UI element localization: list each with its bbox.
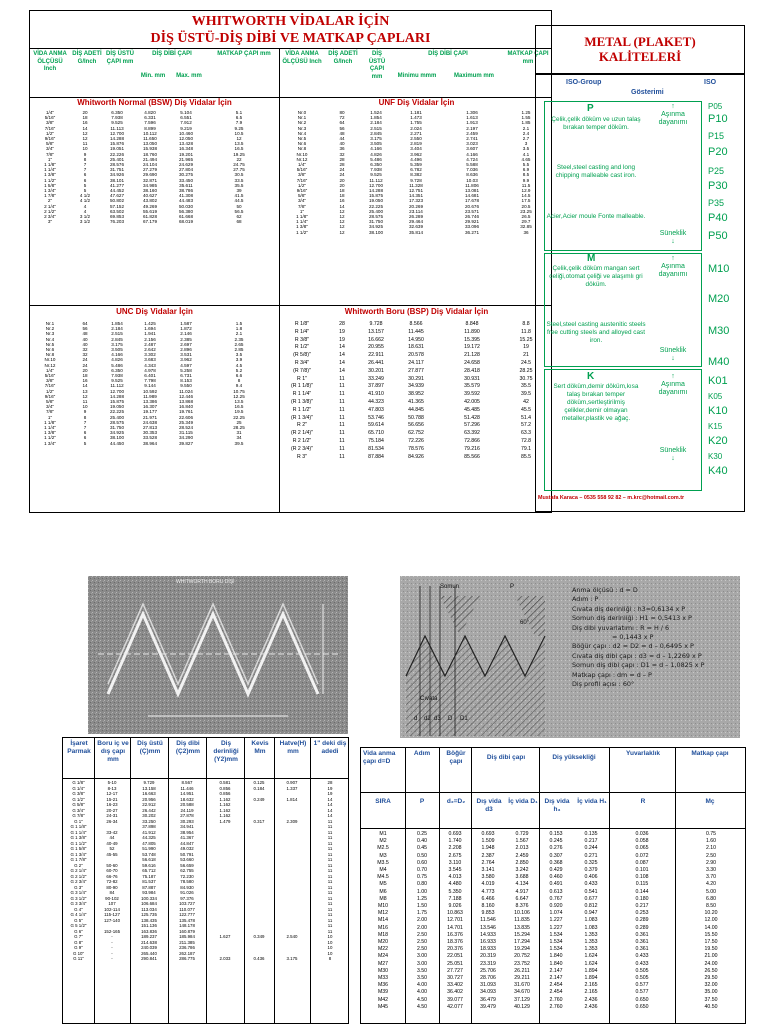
label-D: D — [448, 716, 453, 722]
metric-s-d3: Dış vida d3 — [476, 798, 502, 813]
hdr-major-right: DİŞ ÜSTÜ ÇAPI mm — [368, 51, 386, 80]
label-somun: Somun — [440, 584, 460, 590]
bsp-drill: 8.8 11.8 15.25 19 21 24.5 28.25 30.75 35.5 39.5 42 45.5 51.4 57.2 63.3 72.8 79.1 85.5 — [519, 321, 533, 460]
hdr-minor-left: DİŞ DİBİ ÇAPI — [152, 51, 192, 57]
label-d3: d3 — [434, 716, 441, 722]
metric-h-disdibi: Diş dibi çapı — [486, 754, 526, 761]
bsp-tpi: 28 19 19 14 14 14 14 11 11 11 11 11 11 11 11 11 11 11 — [339, 321, 345, 460]
metric-col-D1: 0.729 1.567 2.013 2.459 2.850 3.242 3.688 4.134 4.917 6.647 8.376 10.106 11.835 13.835 15.294 17.294 19.294 20.752 23.752 26.211 29.211 31.670 34.670 37.129 40.129 — [514, 831, 530, 1010]
metric-h-bogur: Böğür çapı — [446, 750, 466, 765]
bsp-size: R 1/8" R 1/4" R 3/8" R 1/2" (R 5/8)" R 3/4" (R 7/8)" R 1" (R 1 1/8)" R 1 1/4" (R 1 3/8)" R 1 1/2" (R 1 3/4)" R 2" (R 2 1/4)" R 2 1/2" (R 2 3/4)" R 3" — [290, 321, 314, 460]
label-civata: Cıvata — [420, 696, 438, 702]
formula-line: Diş dibi yuvarlatımı : R = H / 6 — [572, 623, 670, 632]
unf-max: 1.306 1.613 1.913 2.197 2.459 2.741 3.023 3.607 4.166 4.724 5.588 7.036 8.636 10.03 11.806 13.081 14.681 17.678 20.676 23.571 26.746 29.921 33.096 36.271 — [464, 110, 480, 235]
metric-table-body — [361, 831, 746, 1011]
formula-line: Diş profil açısı : 60° — [572, 680, 635, 689]
iso-M10: M10 — [708, 263, 730, 275]
metric-h-disyuk: Diş yüksekliği — [552, 754, 596, 761]
unc-min: 1.425 1.694 1.941 2.156 2.487 2.642 3.302 3.683 4.343 4.978 6.401 7.798 9.144 10.592 11.989 13.386 16.307 19.177 21.971 24.638 27.813 30.353 33.528 38.964 — [142, 321, 158, 446]
iso-M30: M30 — [708, 325, 730, 337]
bsp-small-table — [282, 321, 550, 461]
iso-P30: P30 — [708, 180, 728, 192]
iso-K30: K30 — [708, 452, 723, 461]
bsw-table — [32, 110, 274, 224]
pipe-thread-drawing — [88, 576, 348, 734]
metric-h-matkap: Matkap çapı — [691, 750, 729, 757]
group-M-desc-en: Steel,steel casting austenitic steels free cutting steels and alloyed cast iron. — [546, 321, 646, 344]
group-K-desc: Sert döküm,demir döküm,kısa talaş bırakan temper döküm,sertleştirilmiş çelikler,demir olmayan metaller,plastik ve ağaç. — [553, 383, 639, 422]
metric-s-p: P — [419, 798, 425, 805]
label-D1: D1 — [460, 716, 468, 722]
group-K-letter: K — [587, 371, 595, 382]
bsp-h-disustu: Diş üstü (Ç)mm — [137, 740, 163, 755]
metric-thread-photo — [400, 576, 740, 738]
group-M-wear: ↑ Aşınma dayanımı — [658, 255, 688, 278]
hdr-drill-right: MATKAP ÇAPI mm — [507, 51, 549, 65]
iso-K20: K20 — [708, 435, 728, 447]
unc-size: Nr.1 Nr.2 Nr.3 Nr.4 Nr.5 Nr.6 Nr.8 Nr.10 Nr.12 1/4" 5/16" 3/8" 7/16" 1/2" 9/16" 5/8" 3/4" 7/8" 1" 1 1/8" 1 1/4" 1 3/8" 1 1/2" 1 3/4" — [44, 321, 56, 446]
bsp-col-adet: 28 19 19 14 14 14 14 11 11 11 11 11 11 11 11 11 11 11 11 11 11 11 11 11 11 11 11 11 10 10 10 10 8 — [327, 780, 333, 961]
metric-col-mc: 0.75 1.60 2.10 2.50 2.90 3.30 3.70 4.20 5.00 6.80 8.50 10.20 12.00 14.00 15.50 17.50 19.50 21.00 24.00 26.50 29.50 32.00 35.00 37.50 40.50 — [704, 831, 718, 1010]
bsp-h-isaret: İşaret Parmak — [67, 740, 91, 755]
hdr-drill-left: MATKAP ÇAPI mm — [217, 51, 271, 57]
group-P-desc-fr: Acier,Acier moule Fonte malleable. — [546, 213, 646, 220]
iso-P25: P25 — [708, 166, 725, 176]
iso-K10: K10 — [708, 405, 728, 417]
pipe-thread-photo — [88, 576, 348, 734]
bsp-col-isaret: G 1/8" G 1/4" G 3/8" G 1/2" G 5/8" G 3/4" G 7/8" G 1" G 1 1/8" G 1 1/4" G 1 3/8" G 1 1/2" G 1 5/8" G 1 3/4" G 1 7/8" G 2" G 2 1/4" G 2 1/2" G 2 3/4" G 3" G 3 1/4" G 3 1/2" G 3 3/4" G 4" G 4 1/4" G 5" G 5 1/2" G 6" G 7" G 8" G 9" G 10" G 11" — [70, 780, 87, 961]
formula-line: Cıvata diş derinliği : h3=0,6134 x P — [572, 604, 686, 613]
group-P-desc-en: Steel,steel casting and long chipping malleable cast iron. — [555, 164, 637, 179]
unc-table — [32, 321, 274, 446]
metric-s-D1: İç vida D₁ — [508, 798, 538, 805]
bsw-drill: 5.1 6.5 7.9 9.25 10.5 12 13.5 16.5 19.25 22 24.75 27.75 30.5 33.5 35.5 39 41.5 44.5 50 56.5 62 68 — [233, 110, 245, 225]
hdr-tpi-left: DİŞ ADETİ G/Inch — [72, 51, 102, 65]
label-pitch: P — [510, 584, 515, 590]
pipe-thread-caption: WHITWORTH BORU DİŞİ — [176, 579, 235, 585]
metric-col-R: 0.036 0.058 0.065 0.072 0.087 0.101 0.108 0.115 0.144 0.180 0.217 0.253 0.289 0.289 0.361 0.361 0.361 0.433 0.433 0.505 0.505 0.577 0.577 0.650 0.650 — [635, 831, 649, 1010]
iso-P50: P50 — [708, 230, 728, 242]
metric-s-h3: Dış vida h₃ — [544, 798, 570, 813]
metal-title-box — [535, 25, 745, 74]
iso-group-label: ISO-Group — [566, 79, 602, 86]
iso-P10: P10 — [708, 113, 728, 125]
label-d2: d2 — [424, 716, 431, 722]
bsp-h-disdibi: Diş dibi (Ç2)mm — [175, 740, 201, 755]
metric-s-sira: SIRA — [375, 798, 391, 805]
metric-col-sira: M1 M2 M2.5 M3 M3.5 M4 M4.5 M5 M6 M8 M10 M12 M14 M16 M18 M20 M22 M24 M27 M30 M33 M36 M39 M42 M45 — [377, 831, 389, 1010]
metric-s-R: R — [640, 798, 646, 805]
unc-tpi: 64 56 48 40 40 32 32 24 24 20 18 16 14 13 12 11 10 9 8 7 7 6 6 5 — [82, 321, 88, 446]
unf-tpi: 80 72 64 56 48 44 40 36 32 28 28 24 24 20 20 18 18 16 14 12 12 12 12 12 — [339, 110, 345, 235]
bsp-col-hatve: 0.907 1.337 1.814 2.309 2.540 3.175 — [286, 780, 298, 961]
unf-size: Nr.0 Nr.1 Nr.2 Nr.3 Nr.4 Nr.5 Nr.6 Nr.8 Nr.10 Nr.12 1/4" 5/16" 3/8" 7/16" 1/2" 9/16" 5/8" 3/4" 7/8" 1" 1 1/8" 1 1/4" 1 3/8" 1 1/2" — [296, 110, 308, 235]
sec-bsw: Whitworth Normal (BSW) Diş Vidalar İçin — [77, 98, 232, 107]
metric-col-p: 0.25 0.40 0.45 0.50 0.60 0.70 0.75 0.80 1.00 1.25 1.50 1.75 2.00 2.00 2.50 2.50 2.50 3.00 3.00 3.50 3.50 4.00 4.00 4.50 4.50 — [416, 831, 428, 1010]
unc-major: 1.854 2.184 2.515 2.845 3.175 3.505 4.166 4.826 5.486 6.350 7.938 9.525 11.112 12.700 14.288 15.875 19.050 22.225 25.400 28.575 31.750 34.925 38.100 44.450 — [109, 321, 125, 446]
hdr-tpi-right: DİŞ ADETİ G/Inch — [328, 51, 358, 65]
formula-line: Böğür çapı : d2 = D2 = d – 0,6495 x P — [572, 642, 694, 651]
group-M-desc-tr: Çelik,çelik döküm mangan sert çeliği,otomat çeliği ve alaşımlı gri döküm. — [549, 265, 643, 288]
bsp-h-derinlik: Diş derinliği (Y2)mm — [213, 740, 239, 763]
iso-K05: K05 — [708, 392, 723, 401]
metal-table — [535, 74, 745, 512]
metric-h-vida: Vida anma çapı d=D — [363, 750, 396, 765]
bsp-col-disustu: 9.729 13.158 16.663 20.956 22.912 26.442 30.202 33.250 37.898 41.912 44.325 47.805 51.990 53.748 56.618 59.616 65.712 75.187 81.537 87.887 93.984 100.334 106.684 113.034 125.735 138.435 151.136 163.836 189.237 214.638 240.039 265.440 290.841 — [141, 780, 157, 961]
iso-P40: P40 — [708, 212, 728, 224]
iso-M40: M40 — [708, 356, 730, 368]
metric-col-h3: 0.153 0.245 0.276 0.307 0.368 0.429 0.460 0.491 0.613 0.767 0.920 1.074 1.227 1.227 1.534 1.534 1.534 1.840 1.840 2.147 2.147 2.454 2.454 2.760 2.760 — [549, 831, 563, 1010]
hdr-max: Max. mm — [176, 73, 202, 79]
metric-thread-table — [360, 747, 746, 1024]
bsw-max: 5.104 6.551 7.912 9.219 10.460 12.050 13.428 16.348 19.201 21.965 24.629 27.804 30.275 33.450 35.611 38.786 41.308 44.483 50.030 56.380 61.668 68.019 — [178, 110, 194, 225]
metal-panel — [535, 10, 745, 513]
iso-K40: K40 — [708, 465, 728, 477]
group-K-wear: ↑ Aşınma dayanımı — [658, 373, 688, 396]
metal-title-1: METAL (PLAKET) — [584, 34, 696, 49]
sec-unc: UNC Diş Vidalar İçin — [116, 307, 193, 316]
bsp-col-derinlik: 0.581 0.856 0.856 1.162 1.162 1.162 1.162 1.479 1.627 2.033 — [219, 780, 231, 961]
metric-h-adim: Adım — [413, 750, 431, 757]
author-footer: Mustafa Karaca – 0535 558 92 82 – m.krc@hotmail.com.tr — [538, 495, 685, 501]
formula-line: Matkap çapı : dm = d – P — [572, 670, 652, 679]
iso-P15: P15 — [708, 131, 725, 141]
formula-line: = 0,1443 x P — [612, 633, 654, 642]
iso-M20: M20 — [708, 293, 730, 305]
bsw-min: 4.820 6.331 7.596 8.899 10.112 11.650 13.050 15.938 18.760 21.494 24.104 27.279 29.690 32.871 34.985 38.160 40.627 43.802 49.269 55.619 61.828 67.179 — [142, 110, 158, 225]
group-P-letter: P — [587, 103, 594, 114]
sec-unf: UNF Diş Vidalar İçin — [378, 98, 455, 107]
bsp-h-hatve: Hatve(H) mm — [279, 740, 307, 755]
iso-K01: K01 — [708, 375, 728, 387]
hdr-minor-right: DİŞ DİBİ ÇAPI — [428, 51, 468, 57]
bsw-major: 6.350 7.938 9.525 11.113 12.700 14.288 15.876 19.051 22.226 25.401 28.576 31.751 34.926 38.101 41.277 44.452 47.627 50.802 57.152 63.502 69.853 76.203 — [109, 110, 125, 225]
unc-max: 1.587 1.872 2.146 2.385 2.697 2.896 3.531 3.962 4.597 5.258 6.731 8.153 9.550 11.024 12.446 13.868 16.840 19.761 22.606 25.349 28.524 31.115 34.290 39.827 — [178, 321, 194, 446]
iso-K15: K15 — [708, 422, 723, 431]
hdr-min: Min. mm — [140, 73, 166, 79]
whitworth-panel — [29, 10, 552, 513]
whitworth-title-line1: WHITWORTH VİDALAR İÇİN — [191, 14, 390, 29]
metric-s-d2: d₂=D₂ — [446, 798, 466, 805]
sec-bsp: Whitworth Boru (BSP) Diş Vidalar İçin — [344, 307, 489, 316]
formula-line: Somun diş derinliği : H1 = 0,5413 x P — [572, 614, 692, 623]
formula-line: Adım : P — [572, 595, 599, 604]
metric-s-H1: İç vida H₁ — [577, 798, 607, 805]
label-d: d — [414, 716, 418, 722]
group-P-desc-tr: Çelik,çelik döküm ve uzun talaş bırakan temper döküm. — [551, 116, 641, 131]
formula-line: Cıvata diş dibi çapı : d3 = d – 1,2269 x P — [572, 651, 702, 660]
metric-h-yuv: Yuvarlaklık — [626, 750, 660, 757]
group-K-tough: Süneklik ↓ — [659, 447, 687, 462]
bsp-min: 8.566 11.445 14.950 18.631 20.578 24.117 27.877 30.291 34.939 38.952 41.365 44.845 50.788 56.656 62.752 72.226 78.576 84.926 — [408, 321, 424, 460]
bsp-table-body — [63, 780, 349, 962]
label-angle: 60° — [520, 620, 530, 626]
bsw-tpi: 20 18 16 14 12 12 11 10 9 8 7 7 6 6 5 5 4 1/2 4 1/2 4 4 3 1/2 3 1/2 — [79, 110, 91, 225]
bsw-size: 1/4" 5/16" 3/8" 7/16" 1/2" 9/16" 5/8" 3/4" 7/8" 1" 1 1/8" 1 1/4" 1 3/8" 1 1/2" 1 5/8" 1 3/4" 1 7/8" 2" 2 1/4" 2 1/2" 2 3/4" 3" — [44, 110, 56, 225]
bsp-pipe-table — [62, 737, 349, 1024]
bsp-max: 8.848 11.890 15.395 19.172 21.128 24.658 28.418 30.931 35.579 39.592 42.005 45.485 51.428 57.296 63.392 72.866 79.216 85.566 — [464, 321, 480, 460]
formula-line: Anma ölçüsü : d = D — [572, 586, 638, 594]
hdr-size-left: VİDA ANMA ÖLÇÜSÜ Inch — [33, 51, 67, 72]
metric-col-d3: 0.693 1.509 1.948 2.387 2.764 3.141 3.580 4.019 4.773 6.466 8.160 9.853 11.546 13.546 14.933 16.933 18.933 20.319 23.319 25.706 28.706 31.093 34.093 36.479 39.479 — [480, 831, 496, 1010]
unf-table — [282, 110, 550, 235]
group-P-tough: Süneklik ↓ — [659, 230, 687, 245]
group-P-wear: ↑ Aşınma dayanımı — [658, 103, 688, 126]
unc-drill: 1.5 1.8 2.1 2.35 2.65 2.85 3.5 3.9 4.5 5.2 6.6 8 9.4 10.75 12.25 13.5 16.5 19.5 22.25 25 28.25 31 34 39.5 — [233, 321, 245, 446]
bsp-col-disdibi: 8.567 11.446 14.951 18.632 20.588 24.119 27.878 30.293 34.941 38.954 41.367 44.847 49.032 50.791 53.660 56.659 62.755 72.230 78.580 84.930 91.026 97.376 103.727 110.077 122.777 135.478 148.178 160.879 185.984 211.385 236.786 262.187 286.775 — [179, 780, 195, 961]
bsp-h-adet: 1" deki diş adedi — [313, 740, 347, 755]
unf-min: 1.181 1.473 1.755 2.024 2.271 2.550 2.819 3.404 3.962 4.496 5.359 6.782 8.382 9.728 11.328 12.751 14.351 17.323 20.269 23.114 26.289 29.464 32.639 35.814 — [408, 110, 424, 235]
group-M-tough: Süneklik ↓ — [659, 347, 687, 362]
iso-P05: P05 — [708, 102, 723, 111]
hdr-size-right: VİDA ANMA ÖLÇÜSÜ Inch — [282, 51, 322, 65]
hdr-major-left: DİŞ ÜSTÜ ÇAPI mm — [106, 51, 135, 65]
iso-P35: P35 — [708, 198, 725, 208]
bsp-h-boru: Boru iç ve dış çapı mm — [97, 740, 129, 763]
iso-label: ISO — [704, 79, 717, 86]
metric-col-d2: 0.693 1.740 2.208 2.675 3.110 3.545 4.013 4.480 5.350 7.188 9.026 10.863 12.701 14.701 16.376 18.376 20.376 22.051 25.051 27.727 30.727 33.402 36.402 39.077 42.077 — [447, 831, 463, 1010]
gosterimi-label: Gösterimi — [631, 89, 664, 96]
hdr-maximum: Maximum mm — [453, 73, 494, 79]
bsp-major: 9.728 13.157 16.662 20.955 22.911 26.441 30.201 33.249 37.897 41.910 44.323 47.803 53.746 59.614 65.710 75.184 81.534 87.884 — [368, 321, 384, 460]
hdr-minimu: Minimu mmm — [397, 73, 437, 79]
bsp-col-boru: 5-10 8-13 12-17 15-21 16-23 20-27 24-31 26-34 33-42 44 40-49 52 45-55 50-60 60-70 66-76 72-82 80-90 84 90-102 107 102-114 115-127 127-140 152-165 - - - - - — [103, 780, 121, 961]
iso-P20: P20 — [708, 146, 728, 158]
bsp-col-kevis: 0.125 0.184 0.249 0.317 0.349 0.436 — [253, 780, 265, 961]
group-M-letter: M — [587, 253, 596, 264]
metal-title-2: KALİTELERİ — [598, 49, 682, 64]
bsp-h-kevis: Kevis Mm — [251, 740, 269, 755]
formula-line: Somun diş dibi çapı : D1 = d – 1,0825 x P — [572, 661, 705, 670]
whitworth-title-line2: DİŞ ÜSTÜ-DİŞ DİBİ VE MATKAP ÇAPLARI — [150, 31, 431, 46]
thread-formulas — [572, 586, 704, 689]
metric-col-H1: 0.135 0.217 0.244 0.271 0.325 0.379 0.406 0.433 0.541 0.677 0.812 0.947 1.083 1.083 1.353 1.353 1.353 1.624 1.624 1.894 1.894 2.165 2.165 2.436 2.436 — [584, 831, 598, 1010]
unf-major: 1.524 1.854 2.184 2.515 2.845 3.175 3.505 4.166 4.826 5.486 6.350 7.938 9.525 11.112 12.700 14.288 15.875 19.050 22.225 25.400 28.575 31.750 34.925 38.100 — [368, 110, 384, 235]
metric-s-mc: Mç — [705, 798, 715, 805]
unf-drill: 1.25 1.55 1.85 2.1 2.4 2.7 3 3.5 4.1 4.65 5.5 6.9 8.5 9.9 11.5 12.9 14.5 17.5 20.5 23.25 26.5 29.7 32.85 36 — [520, 110, 532, 235]
